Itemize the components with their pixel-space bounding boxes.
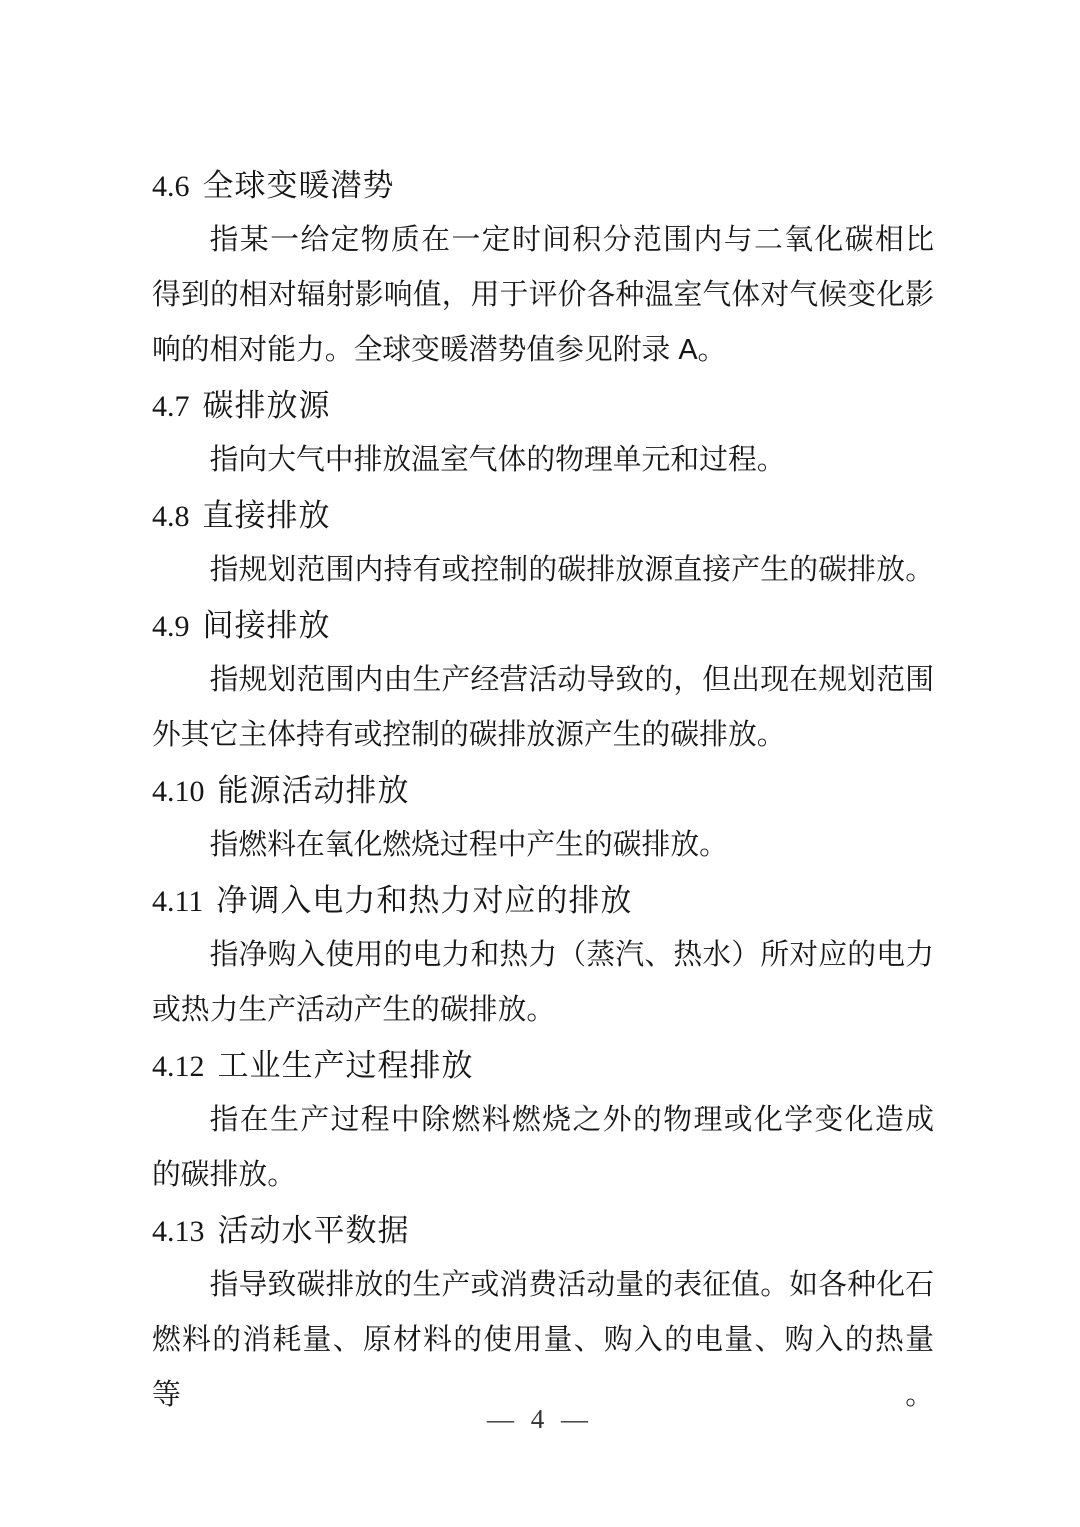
section-heading-4-6 — [152, 158, 934, 213]
body-line: 指规划范围内由生产经营活动导致的，但出现在规划范围 — [209, 664, 934, 696]
section-number: 4.12 — [152, 1050, 205, 1083]
body-line: 指导致碳排放的生产或消费活动量的表征值。如各种化石 — [209, 1269, 934, 1301]
section-number: 4.11 — [152, 885, 204, 918]
section-number: 4.9 — [152, 610, 190, 643]
section-number: 4.13 — [152, 1215, 205, 1248]
body-line: 指净购入使用的电力和热力（蒸汽、热水）所对应的电力 — [209, 939, 934, 971]
body-line: 或热力生产活动产生的碳排放。 — [152, 994, 556, 1026]
body-line: 燃料的消耗量、原材料的使用量、购入的电量、购入的热量等。 — [152, 1324, 934, 1411]
body-line: 指在生产过程中除燃料燃烧之外的物理或化学变化造成 — [209, 1104, 934, 1136]
section-heading-4-13 — [152, 1203, 934, 1258]
body-line: 指某一给定物质在一定时间积分范围内与二氧化碳相比 — [209, 224, 934, 256]
section-number: 4.10 — [152, 775, 205, 808]
section-title: 碳排放源 — [202, 388, 331, 423]
section-title: 直接排放 — [202, 498, 331, 533]
body-line: 响的相对能力。全球变暖潜势值参见附录 A。 — [152, 334, 727, 366]
section-title: 工业生产过程排放 — [217, 1048, 474, 1083]
section-heading-4-8 — [152, 488, 934, 543]
document-body — [152, 158, 934, 1411]
section-title: 活动水平数据 — [217, 1213, 410, 1248]
section-heading-4-10 — [152, 763, 934, 818]
body-line: 得到的相对辐射影响值，用于评价各种温室气体对气候变化影 — [152, 279, 934, 311]
section-heading-4-11 — [152, 873, 934, 928]
section-heading-4-7 — [152, 378, 934, 433]
body-line: 的碳排放。 — [152, 1159, 296, 1191]
section-number: 4.6 — [152, 170, 190, 203]
section-title: 间接排放 — [202, 608, 331, 643]
section-heading-4-9 — [152, 598, 934, 653]
body-line: 指规划范围内持有或控制的碳排放源直接产生的碳排放。 — [209, 554, 934, 586]
section-number: 4.8 — [152, 500, 190, 533]
section-number: 4.7 — [152, 390, 190, 423]
section-title: 净调入电力和热力对应的排放 — [216, 883, 633, 918]
section-title: 全球变暖潜势 — [202, 168, 395, 203]
section-title: 能源活动排放 — [217, 773, 410, 808]
section-heading-4-12 — [152, 1038, 934, 1093]
body-line: 指燃料在氧化燃烧过程中产生的碳排放。 — [209, 829, 728, 861]
body-line: 指向大气中排放温室气体的物理单元和过程。 — [209, 444, 786, 476]
page-footer — [0, 1392, 1080, 1447]
body-line: 外其它主体持有或控制的碳排放源产生的碳排放。 — [152, 719, 786, 751]
page-number: — 4 — — [487, 1404, 593, 1434]
